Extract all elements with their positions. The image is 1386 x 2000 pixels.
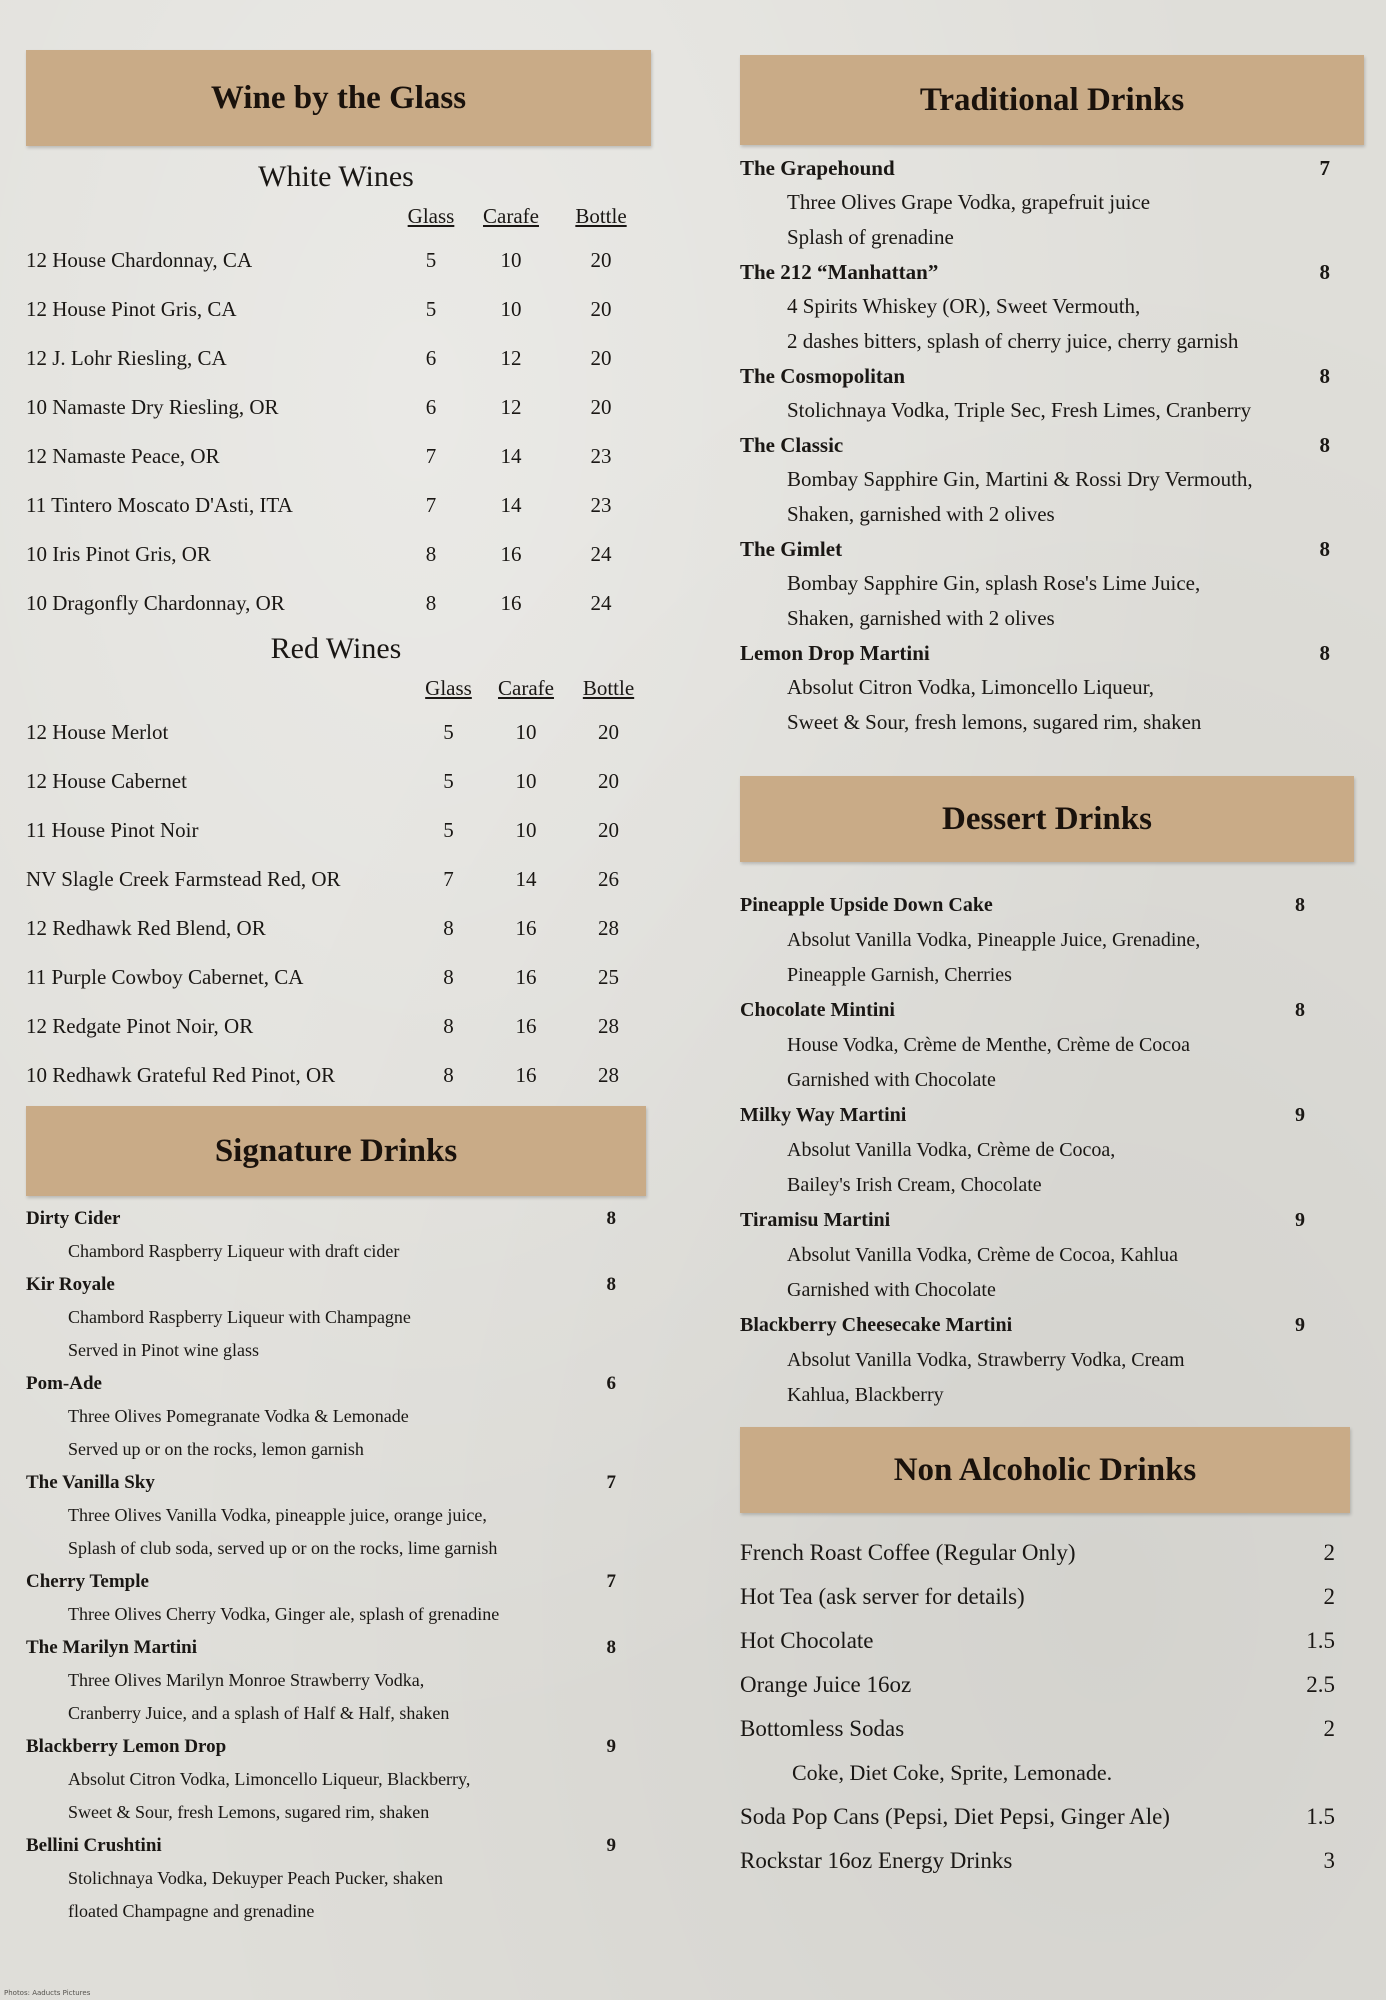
drink-price: 8 <box>1319 641 1330 665</box>
wine-bottle-price: 20 <box>590 248 612 272</box>
drink-description-line: Bailey's Irish Cream, Chocolate <box>787 1174 1042 1196</box>
drink-item <box>740 151 1330 255</box>
drink-name: Blackberry Cheesecake Martini <box>740 1314 1013 1336</box>
wine-row <box>26 1002 651 1051</box>
wine-name: 10 Namaste Dry Riesling, OR <box>26 395 279 419</box>
wine-bottle-price: 23 <box>590 493 612 517</box>
dessert-drinks-title: Dessert Drinks <box>942 800 1152 837</box>
drink-name: The Vanilla Sky <box>26 1472 155 1493</box>
drink-description-line: Served in Pinot wine glass <box>68 1340 259 1360</box>
drink-name: The Cosmopolitan <box>740 364 906 388</box>
wine-row <box>26 236 651 285</box>
red-col-glass: Glass <box>425 675 472 700</box>
traditional-drinks-banner <box>740 55 1364 145</box>
drink-title-row <box>740 888 1305 923</box>
drink-description-line: Splash of grenadine <box>787 225 954 249</box>
drink-name: Pom-Ade <box>26 1373 102 1394</box>
non-alcoholic-item <box>740 1531 1335 1575</box>
wine-name: 11 Tintero Moscato D'Asti, ITA <box>26 493 293 517</box>
non-alcoholic-price: 2 <box>1323 1584 1335 1609</box>
wine-name: 10 Dragonfly Chardonnay, OR <box>26 591 285 615</box>
wine-bottle-price: 24 <box>590 591 612 615</box>
drink-price: 7 <box>1319 156 1330 180</box>
wine-bottle-price: 20 <box>598 769 619 793</box>
wine-name: 12 Namaste Peace, OR <box>26 444 220 468</box>
wine-bottle-price: 20 <box>598 720 619 744</box>
drink-description-line: Absolut Citron Vodka, Limoncello Liqueur, <box>787 675 1155 699</box>
wine-carafe-price: 12 <box>500 346 522 370</box>
drink-price: 8 <box>1319 364 1330 388</box>
drink-item <box>26 1631 616 1730</box>
wine-carafe-price: 16 <box>515 1063 537 1087</box>
drink-item <box>26 1202 616 1268</box>
drink-title-row <box>740 1098 1305 1133</box>
non-alcoholic-item <box>740 1795 1335 1839</box>
drink-price: 8 <box>606 1208 616 1229</box>
drink-title-row <box>740 1203 1305 1238</box>
drink-item <box>26 1730 616 1829</box>
drink-item <box>740 428 1330 532</box>
wine-row <box>26 530 651 579</box>
wine-carafe-price: 14 <box>500 493 522 517</box>
wine-name: 12 House Chardonnay, CA <box>26 248 253 272</box>
drink-name: Dirty Cider <box>26 1208 121 1229</box>
drink-description-line: Pineapple Garnish, Cherries <box>787 964 1012 986</box>
drink-name: The Classic <box>740 433 844 457</box>
wine-carafe-price: 10 <box>515 720 537 744</box>
drink-name: Lemon Drop Martini <box>740 641 930 665</box>
non-alcoholic-title: Non Alcoholic Drinks <box>893 1451 1197 1488</box>
non-alcoholic-price: 1.5 <box>1306 1628 1335 1653</box>
wine-bottle-price: 24 <box>590 542 612 566</box>
wine-name: 12 House Merlot <box>26 720 169 744</box>
drink-description-line: Splash of club soda, served up or on the rocks, lime garnish <box>68 1538 498 1558</box>
drink-title-row <box>26 1631 616 1664</box>
drink-item <box>26 1367 616 1466</box>
drink-item <box>740 532 1330 636</box>
drink-price: 8 <box>1295 894 1305 916</box>
traditional-drinks-title: Traditional Drinks <box>919 81 1185 118</box>
wine-name: 12 Redhawk Red Blend, OR <box>26 916 266 940</box>
drink-title-row <box>740 359 1330 393</box>
drink-description-line: Absolut Vanilla Vodka, Strawberry Vodka, Cream <box>787 1349 1185 1371</box>
drink-title-row <box>740 993 1305 1028</box>
wine-name: NV Slagle Creek Farmstead Red, OR <box>26 867 341 891</box>
drink-name: Tiramisu Martini <box>740 1209 891 1231</box>
wine-carafe-price: 10 <box>515 818 537 842</box>
drink-description-line: Garnished with Chocolate <box>787 1279 996 1301</box>
drink-description-line: floated Champagne and grenadine <box>68 1901 315 1921</box>
wine-glass-price: 5 <box>443 818 454 842</box>
drink-price: 7 <box>606 1472 616 1493</box>
wine-carafe-price: 14 <box>515 867 537 891</box>
drink-price: 8 <box>606 1274 616 1295</box>
drink-title-row <box>740 151 1330 185</box>
drink-title-row <box>740 636 1330 670</box>
wine-bottle-price: 20 <box>598 818 619 842</box>
drink-price: 9 <box>606 1736 616 1757</box>
dessert-drinks-banner <box>740 776 1354 862</box>
wine-glass-price: 8 <box>443 916 454 940</box>
signature-drinks-title: Signature Drinks <box>214 1132 458 1169</box>
drink-title-row <box>26 1202 616 1235</box>
red-col-carafe: Carafe <box>498 675 554 700</box>
wine-row <box>26 285 651 334</box>
wine-carafe-price: 16 <box>500 542 522 566</box>
wine-glass-price: 8 <box>425 591 437 615</box>
drink-description-line: Three Olives Pomegranate Vodka & Lemonade <box>68 1406 409 1426</box>
white-col-carafe: Carafe <box>483 203 539 228</box>
wine-carafe-price: 12 <box>500 395 522 419</box>
wine-row <box>26 383 651 432</box>
drink-item <box>740 255 1330 359</box>
drink-description-line: Three Olives Marilyn Monroe Strawberry Vodka, <box>68 1670 425 1690</box>
wine-glass-price: 6 <box>425 395 437 419</box>
signature-drinks-banner <box>26 1106 646 1196</box>
drink-description-line: Absolut Vanilla Vodka, Crème de Cocoa, Kahlua <box>787 1244 1179 1266</box>
non-alcoholic-item <box>740 1619 1335 1663</box>
drink-title-row <box>26 1565 616 1598</box>
drink-description-line: Three Olives Vanilla Vodka, pineapple juice, orange juice, <box>68 1505 487 1525</box>
red-wines-title: Red Wines <box>270 632 402 665</box>
drink-description-line: Absolut Vanilla Vodka, Pineapple Juice, Grenadine, <box>787 929 1201 951</box>
drink-item <box>740 1098 1305 1203</box>
drink-title-row <box>740 255 1330 289</box>
wine-glass-price: 8 <box>443 1063 454 1087</box>
wine-name: 11 House Pinot Noir <box>26 818 199 842</box>
wine-bottle-price: 20 <box>590 297 612 321</box>
drink-description-line: Shaken, garnished with 2 olives <box>787 606 1055 630</box>
drink-title-row <box>740 428 1330 462</box>
drink-description-line: Absolut Vanilla Vodka, Crème de Cocoa, <box>787 1139 1116 1161</box>
drink-description-line: Three Olives Grape Vodka, grapefruit juice <box>787 190 1151 214</box>
drink-name: The Marilyn Martini <box>26 1637 197 1658</box>
wine-name: 11 Purple Cowboy Cabernet, CA <box>26 965 304 989</box>
non-alcoholic-name: Rockstar 16oz Energy Drinks <box>740 1848 1013 1873</box>
drink-title-row <box>26 1829 616 1862</box>
drink-item <box>740 1308 1305 1413</box>
drink-item <box>740 636 1330 740</box>
right-column <box>740 55 1355 1883</box>
non-alcoholic-price: 1.5 <box>1306 1804 1335 1829</box>
white-wines-title: White Wines <box>258 160 414 193</box>
wine-carafe-price: 16 <box>515 1014 537 1038</box>
non-alcoholic-price: 3 <box>1323 1848 1335 1873</box>
drink-name: Pineapple Upside Down Cake <box>740 894 993 916</box>
wine-bottle-price: 20 <box>590 395 612 419</box>
wine-glass-price: 5 <box>425 297 437 321</box>
wine-glass-price: 7 <box>425 493 437 517</box>
drink-description-line: Sweet & Sour, fresh Lemons, sugared rim, shaken <box>68 1802 430 1822</box>
drink-item <box>740 1203 1305 1308</box>
white-col-bottle: Bottle <box>575 203 627 228</box>
non-alcoholic-name: Orange Juice 16oz <box>740 1672 912 1697</box>
wine-name: 10 Redhawk Grateful Red Pinot, OR <box>26 1063 336 1087</box>
drink-name: The Grapehound <box>740 156 895 180</box>
drink-item <box>26 1268 616 1367</box>
wine-glass-price: 5 <box>425 248 437 272</box>
wine-row <box>26 334 651 383</box>
drink-description-line: Three Olives Cherry Vodka, Ginger ale, splash of grenadine <box>68 1604 500 1624</box>
drink-description-line: 2 dashes bitters, splash of cherry juice, cherry garnish <box>787 329 1239 353</box>
wine-row <box>26 806 651 855</box>
drink-price: 6 <box>606 1373 616 1394</box>
drink-price: 9 <box>1295 1209 1305 1231</box>
wine-row <box>26 1051 651 1100</box>
drink-title-row <box>740 1308 1305 1343</box>
non-alcoholic-price: 2 <box>1323 1540 1335 1565</box>
wine-row <box>26 579 651 628</box>
drink-description-line: House Vodka, Crème de Menthe, Crème de Cocoa <box>787 1034 1191 1056</box>
wine-by-glass-title: Wine by the Glass <box>210 79 467 116</box>
red-wine-list <box>26 708 651 1100</box>
wine-bottle-price: 26 <box>598 867 619 891</box>
drink-description-line: Chambord Raspberry Liqueur with draft cider <box>68 1241 400 1261</box>
drink-description-line: Stolichnaya Vodka, Dekuyper Peach Pucker, shaken <box>68 1868 444 1888</box>
drink-description-line: Absolut Citron Vodka, Limoncello Liqueur, Blackberry, <box>68 1769 471 1789</box>
drink-title-row <box>26 1268 616 1301</box>
non-alcoholic-item <box>740 1575 1335 1619</box>
drink-description-line: Shaken, garnished with 2 olives <box>787 502 1055 526</box>
wine-glass-price: 8 <box>425 542 437 566</box>
wine-carafe-price: 14 <box>500 444 522 468</box>
photo-credit: Photos: Aaducts Pictures <box>4 1989 91 1997</box>
non-alcoholic-subline: Coke, Diet Coke, Sprite, Lemonade. <box>792 1760 1113 1785</box>
wine-carafe-price: 10 <box>515 769 537 793</box>
red-wines-header <box>26 668 651 708</box>
wine-glass-price: 5 <box>443 720 454 744</box>
non-alcoholic-name: French Roast Coffee (Regular Only) <box>740 1540 1076 1565</box>
drink-description-line: Kahlua, Blackberry <box>787 1384 944 1406</box>
drink-name: Chocolate Mintini <box>740 999 895 1021</box>
drink-description-line: Served up or on the rocks, lemon garnish <box>68 1439 364 1459</box>
non-alcoholic-name: Hot Tea (ask server for details) <box>740 1584 1025 1609</box>
drink-name: Milky Way Martini <box>740 1104 907 1126</box>
wine-glass-price: 7 <box>425 444 437 468</box>
wine-bottle-price: 20 <box>590 346 612 370</box>
wine-name: 12 House Pinot Gris, CA <box>26 297 237 321</box>
drink-price: 9 <box>1295 1104 1305 1126</box>
non-alcoholic-list <box>740 1531 1335 1883</box>
wine-name: 12 House Cabernet <box>26 769 187 793</box>
wine-bottle-price: 28 <box>598 1063 619 1087</box>
drink-price: 8 <box>1295 999 1305 1021</box>
drink-title-row <box>26 1367 616 1400</box>
drink-price: 9 <box>1295 1314 1305 1336</box>
non-alcoholic-banner <box>740 1427 1350 1513</box>
drink-price: 7 <box>606 1571 616 1592</box>
wine-bottle-price: 28 <box>598 1014 619 1038</box>
drink-description-line: Stolichnaya Vodka, Triple Sec, Fresh Limes, Cranberry <box>787 398 1252 422</box>
wine-glass-price: 6 <box>425 346 437 370</box>
drink-title-row <box>740 532 1330 566</box>
non-alcoholic-name: Bottomless Sodas <box>740 1716 905 1741</box>
drink-description-line: Bombay Sapphire Gin, splash Rose's Lime Juice, <box>787 571 1201 595</box>
dessert-drinks-list <box>740 888 1305 1413</box>
wine-row <box>26 904 651 953</box>
drink-name: Blackberry Lemon Drop <box>26 1736 227 1757</box>
drink-title-row <box>26 1466 616 1499</box>
drink-price: 8 <box>1319 260 1330 284</box>
non-alcoholic-item <box>740 1663 1335 1707</box>
drink-name: The Gimlet <box>740 537 843 561</box>
wine-name: 12 Redgate Pinot Noir, OR <box>26 1014 254 1038</box>
wine-carafe-price: 10 <box>500 248 522 272</box>
wine-row <box>26 708 651 757</box>
drink-name: The 212 “Manhattan” <box>740 260 939 284</box>
left-column <box>26 50 651 1928</box>
drink-item <box>26 1466 616 1565</box>
non-alcoholic-item <box>740 1839 1335 1883</box>
drink-price: 8 <box>1319 433 1330 457</box>
drink-name: Cherry Temple <box>26 1571 149 1592</box>
red-col-bottle: Bottle <box>582 675 635 700</box>
wine-row <box>26 757 651 806</box>
wine-glass-price: 7 <box>443 867 454 891</box>
white-col-glass: Glass <box>407 203 455 228</box>
wine-by-glass-banner <box>26 50 651 146</box>
non-alcoholic-item <box>740 1707 1335 1751</box>
wine-carafe-price: 10 <box>500 297 522 321</box>
wine-carafe-price: 16 <box>515 916 537 940</box>
drink-price: 9 <box>606 1835 616 1856</box>
drink-item <box>740 359 1330 428</box>
white-wine-list <box>26 236 651 628</box>
signature-drinks-list <box>26 1202 616 1928</box>
wine-glass-price: 5 <box>443 769 454 793</box>
drink-item <box>26 1565 616 1631</box>
wine-row <box>26 432 651 481</box>
non-alcoholic-price: 2.5 <box>1306 1672 1335 1697</box>
non-alcoholic-name: Hot Chocolate <box>740 1628 874 1653</box>
drink-item <box>26 1829 616 1928</box>
traditional-drinks-list <box>740 151 1330 740</box>
wine-row <box>26 481 651 530</box>
wine-name: 12 J. Lohr Riesling, CA <box>26 346 227 370</box>
wine-bottle-price: 28 <box>598 916 619 940</box>
drink-name: Bellini Crushtini <box>26 1835 162 1856</box>
wine-carafe-price: 16 <box>500 591 522 615</box>
drink-description-line: Chambord Raspberry Liqueur with Champagne <box>68 1307 411 1327</box>
wine-bottle-price: 25 <box>598 965 619 989</box>
wine-name: 10 Iris Pinot Gris, OR <box>26 542 211 566</box>
non-alcoholic-name: Soda Pop Cans (Pepsi, Diet Pepsi, Ginger Ale) <box>740 1804 1170 1829</box>
white-wines-header <box>26 196 651 236</box>
wine-row <box>26 953 651 1002</box>
wine-glass-price: 8 <box>443 965 454 989</box>
drink-description-line: Bombay Sapphire Gin, Martini & Rossi Dry Vermouth, <box>787 467 1253 491</box>
drink-title-row <box>26 1730 616 1763</box>
wine-bottle-price: 23 <box>590 444 612 468</box>
drink-description-line: Garnished with Chocolate <box>787 1069 996 1091</box>
drink-description-line: Cranberry Juice, and a splash of Half & Half, shaken <box>68 1703 450 1723</box>
drink-description-line: Sweet & Sour, fresh lemons, sugared rim, shaken <box>787 710 1202 734</box>
drink-description-line: 4 Spirits Whiskey (OR), Sweet Vermouth, <box>787 294 1141 318</box>
drink-item <box>740 888 1305 993</box>
drink-price: 8 <box>606 1637 616 1658</box>
drink-name: Kir Royale <box>26 1274 115 1295</box>
wine-row <box>26 855 651 904</box>
drink-price: 8 <box>1319 537 1330 561</box>
wine-glass-price: 8 <box>443 1014 454 1038</box>
non-alcoholic-price: 2 <box>1323 1716 1335 1741</box>
drink-item <box>740 993 1305 1098</box>
wine-carafe-price: 16 <box>515 965 537 989</box>
